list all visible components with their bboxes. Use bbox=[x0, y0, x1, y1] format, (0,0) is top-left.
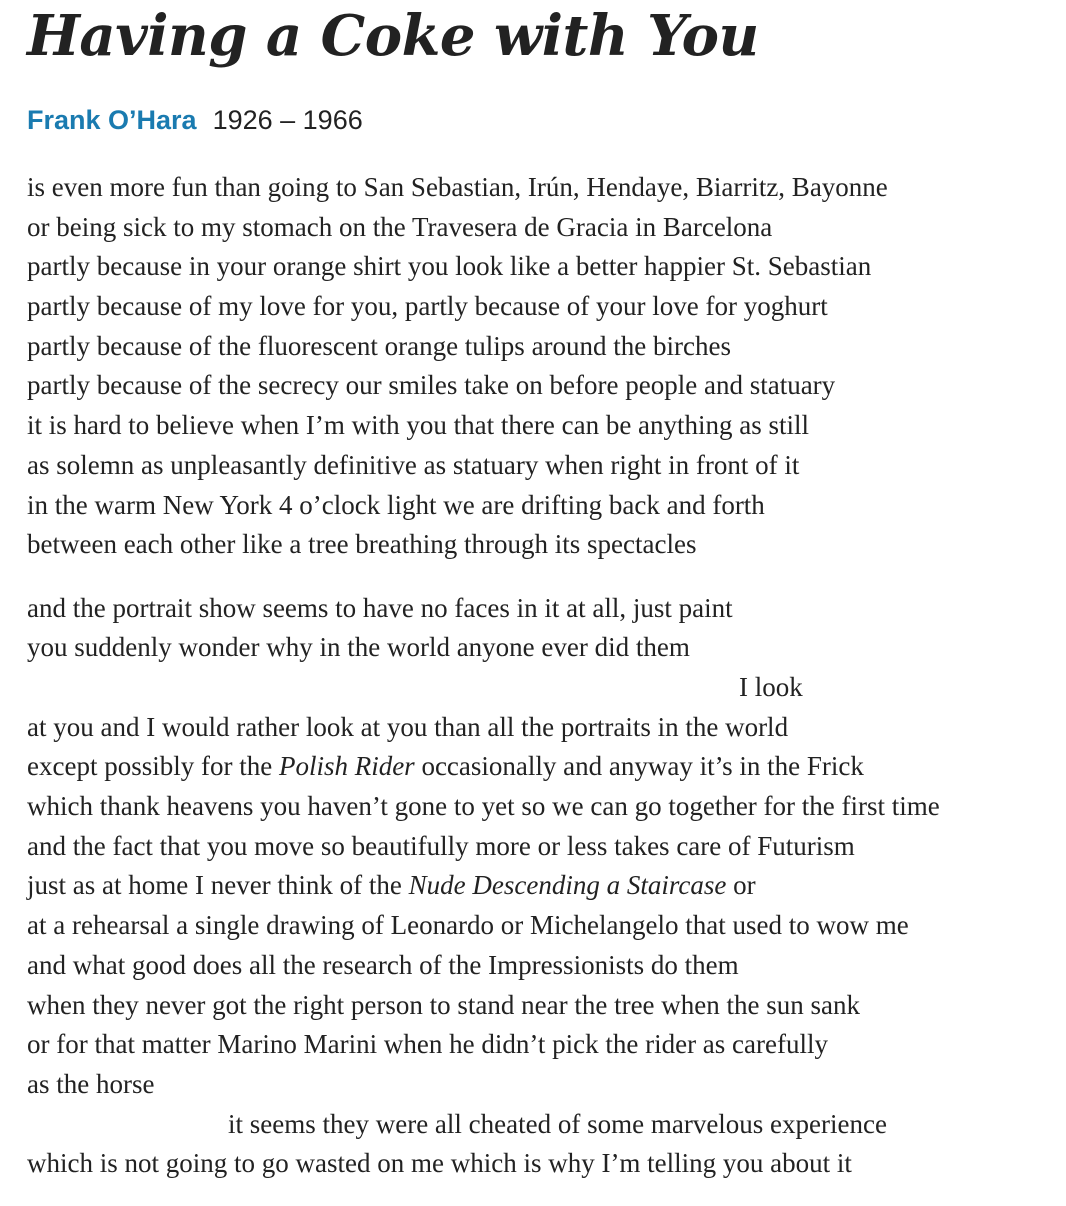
poem-line bbox=[27, 866, 940, 906]
poem-line: or for that matter Marino Marini when he didn’t pick the rider as carefully bbox=[27, 1029, 828, 1060]
line-text: just as at home I never think of the bbox=[27, 870, 409, 901]
artwork-title-polish-rider: Polish Rider bbox=[278, 751, 415, 782]
stanza-1 bbox=[27, 168, 940, 565]
poem-line: as the horse bbox=[27, 1068, 155, 1099]
poem-line: which is not going to go wasted on me which is why I’m telling you about it bbox=[27, 1148, 852, 1179]
poem-line: or being sick to my stomach on the Travesera de Gracia in Barcelona bbox=[27, 211, 773, 242]
poem-line: and the portrait show seems to have no faces in it at all, just paint bbox=[27, 592, 733, 623]
poem-line: in the warm New York 4 o’clock light we are drifting back and forth bbox=[27, 489, 765, 520]
poem-line: partly because of the fluorescent orange tulips around the birches bbox=[27, 330, 731, 361]
poem-line: is even more fun than going to San Sebastian, Irún, Hendaye, Biarritz, Bayonne bbox=[27, 172, 888, 202]
poem-title: Having a Coke with You bbox=[27, 3, 759, 69]
poem-line: and what good does all the research of the Impressionists do them bbox=[27, 949, 739, 980]
poem-line: which thank heavens you haven’t gone to yet so we can go together for the first time bbox=[27, 791, 940, 822]
poem-line: at a rehearsal a single drawing of Leonardo or Michelangelo that used to wow me bbox=[27, 910, 909, 941]
poem-line-indented: it seems they were all cheated of some marvelous experience bbox=[228, 1108, 887, 1139]
poem-line: as solemn as unpleasantly definitive as statuary when right in front of it bbox=[27, 449, 800, 480]
artwork-title-nude-descending: Nude Descending a Staircase bbox=[408, 870, 727, 901]
poem-line: it is hard to believe when I’m with you that there can be anything as still bbox=[27, 410, 810, 441]
poem-line: partly because of my love for you, partly because of your love for yoghurt bbox=[27, 291, 828, 322]
stanza-2 bbox=[27, 589, 940, 1184]
poem-line: between each other like a tree breathing through its spectacles bbox=[27, 529, 697, 560]
author-dates: 1926 – 1966 bbox=[212, 105, 363, 135]
line-text: or bbox=[726, 870, 756, 901]
poem-line: you suddenly wonder why in the world anyone ever did them bbox=[27, 632, 690, 663]
poem-line: partly because in your orange shirt you look like a better happier St. Sebastian bbox=[27, 251, 872, 282]
line-text: except possibly for the bbox=[27, 751, 279, 782]
poem-line: when they never got the right person to stand near the tree when the sun sank bbox=[27, 989, 861, 1020]
poem-line-indented: I look bbox=[739, 672, 803, 703]
byline bbox=[27, 103, 363, 137]
poem-body bbox=[27, 168, 940, 1184]
line-text: occasionally and anyway it’s in the Frick bbox=[414, 751, 864, 782]
poem-line: at you and I would rather look at you than all the portraits in the world bbox=[27, 711, 789, 742]
poem-line bbox=[27, 747, 940, 787]
poem-line: partly because of the secrecy our smiles take on before people and statuary bbox=[27, 370, 836, 401]
author-link[interactable]: Frank O’Hara bbox=[27, 105, 197, 135]
poem-line: and the fact that you move so beautifully more or less takes care of Futurism bbox=[27, 830, 855, 861]
